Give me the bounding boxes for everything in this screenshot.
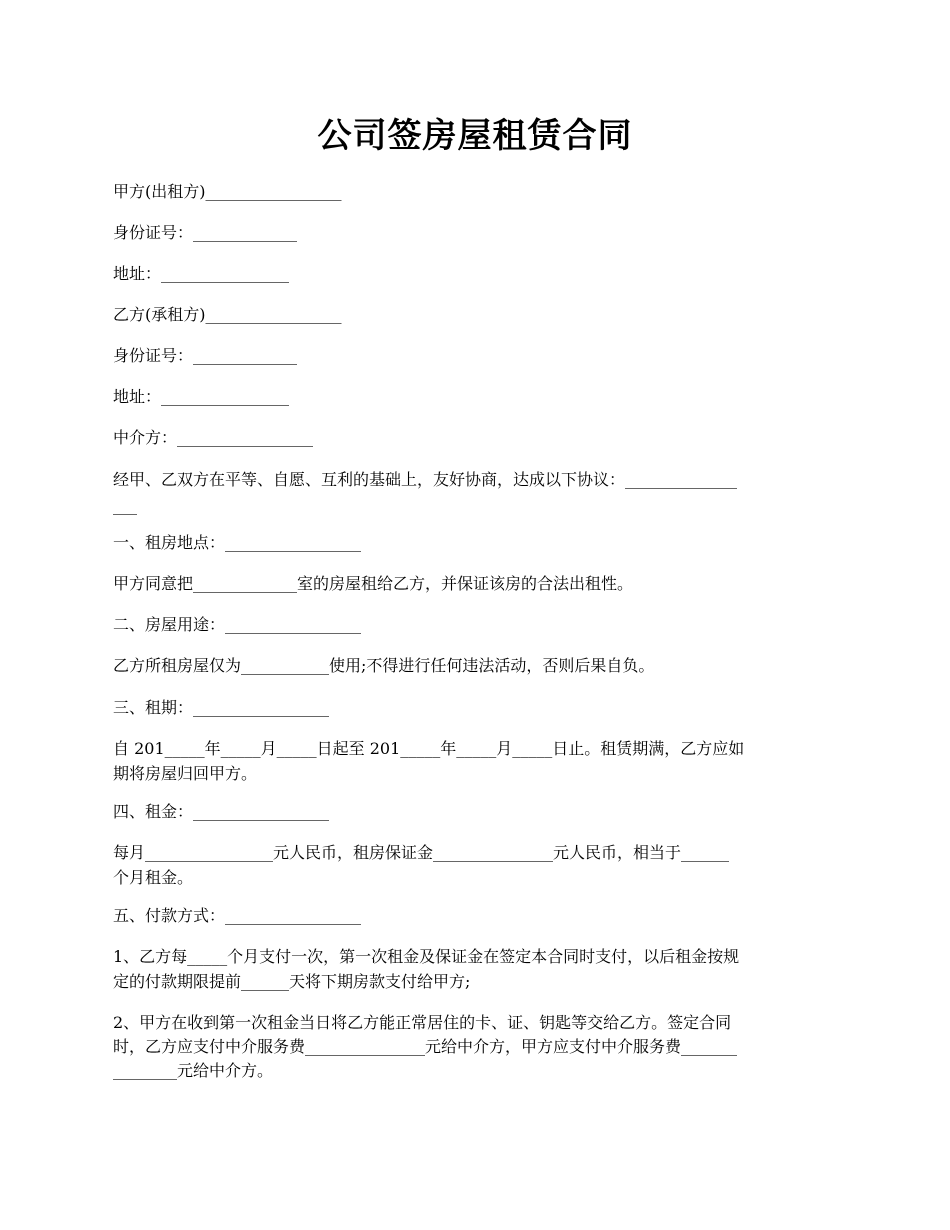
section-heading: 五、付款方式：_________________ bbox=[113, 906, 362, 925]
section-heading: 一、租房地点：_________________ bbox=[113, 533, 362, 552]
paragraph-line: 时，乙方应支付中介服务费_______________元给中介方，甲方应支付中介服务费_______ bbox=[113, 1037, 738, 1056]
agreement-intro-line: ___ bbox=[113, 496, 137, 515]
section-heading: 三、租期：_________________ bbox=[113, 698, 330, 717]
agreement-intro-line: 经甲、乙双方在平等、自愿、互利的基础上，友好协商，达成以下协议：______________ bbox=[113, 470, 738, 489]
party-b-line: 乙方(承租方)_________________ bbox=[113, 305, 342, 324]
party-b-id-line: 身份证号：_____________ bbox=[113, 346, 298, 365]
paragraph-line: 甲方同意把_____________室的房屋租给乙方，并保证该房的合法出租性。 bbox=[113, 574, 634, 593]
paragraph-line: 个月租金。 bbox=[113, 868, 194, 887]
party-a-address-line: 地址：________________ bbox=[113, 264, 290, 283]
paragraph-line: 2、甲方在收到第一次租金当日将乙方能正常居住的卡、证、钥匙等交给乙方。签定合同 bbox=[113, 1013, 732, 1032]
paragraph-line: 自 201_____年_____月_____日起至 201_____年_____月_____日止。租赁期满，乙方应如 bbox=[113, 739, 745, 758]
paragraph-line: 每月________________元人民币，租房保证金_______________元人民币，相当于______ bbox=[113, 843, 730, 862]
paragraph-line: 定的付款期限提前______天将下期房款支付给甲方; bbox=[113, 972, 471, 991]
paragraph-line: 1、乙方每_____个月支付一次，第一次租金及保证金在签定本合同时支付，以后租金按规 bbox=[113, 947, 740, 966]
section-heading: 二、房屋用途：_________________ bbox=[113, 615, 362, 634]
party-a-id-line: 身份证号：_____________ bbox=[113, 223, 298, 242]
party-a-line: 甲方(出租方)_________________ bbox=[113, 182, 342, 201]
party-b-address-line: 地址：________________ bbox=[113, 387, 290, 406]
document-title: 公司签房屋租赁合同 bbox=[317, 116, 633, 156]
paragraph-line: 乙方所租房屋仅为___________使用;不得进行任何违法活动，否则后果自负。 bbox=[113, 656, 655, 675]
agent-line: 中介方：_________________ bbox=[113, 428, 314, 447]
section-heading: 四、租金：_________________ bbox=[113, 802, 330, 821]
paragraph-line: ________元给中介方。 bbox=[113, 1061, 274, 1080]
paragraph-line: 期将房屋归回甲方。 bbox=[113, 764, 258, 783]
